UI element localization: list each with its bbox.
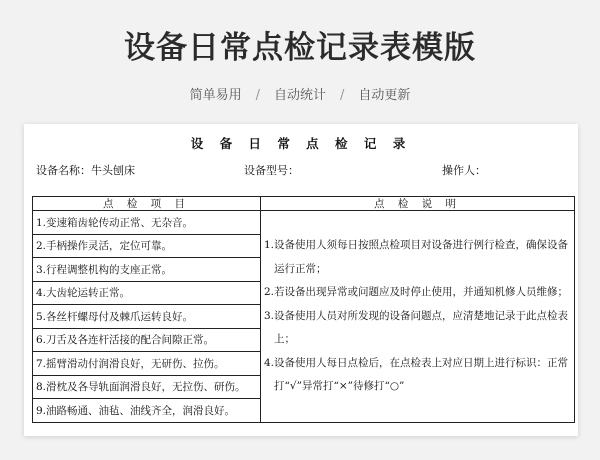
inspection-item: 5.各丝杆螺母付及棘爪运转良好。	[33, 305, 261, 329]
inspection-item: 6.刀舌及各连杆活接的配合间隙正常。	[33, 328, 261, 352]
note-number: 1.	[264, 239, 275, 251]
tag-separator: /	[255, 88, 260, 103]
feature-tags	[0, 84, 600, 103]
note-number: 2.	[264, 286, 275, 298]
note-text: 设备使用人员对所发现的设备问题点，应清楚地记录于此点检表上；	[274, 309, 569, 345]
inspection-item: 9.油路畅通、油毡、油线齐全，润滑良好。	[33, 399, 261, 423]
document-title: 设 备 日 常 点 检 记 录	[190, 136, 412, 151]
column-header-notes: 点 检 说 明	[261, 197, 575, 211]
table-header-row	[33, 197, 575, 211]
document-sheet	[24, 124, 578, 436]
note-item	[264, 352, 571, 399]
inspection-item: 7.摇臂滑动付润滑良好，无研伤、拉伤。	[33, 352, 261, 376]
note-item	[264, 305, 571, 352]
tag-easy: 简单易用	[189, 88, 242, 103]
device-name-field: 设备名称：牛头刨床	[36, 164, 135, 177]
inspection-item: 8.滑枕及各导轨面润滑良好，无拉伤、研伤。	[33, 375, 261, 399]
note-number: 3.	[264, 309, 275, 322]
note-number: 4.	[264, 356, 275, 369]
tag-auto-update: 自动更新	[358, 88, 411, 103]
inspection-item: 1.变速箱齿轮传动正常、无杂音。	[33, 211, 261, 235]
table-row	[33, 211, 575, 235]
page-title: 设备日常点检记录表模版	[124, 30, 476, 66]
note-text: 若设备出现异常或问题应及时停止使用，并通知机修人员维修；	[274, 286, 569, 298]
tag-separator: /	[340, 88, 345, 103]
note-item	[264, 281, 571, 305]
inspection-item: 4.大齿轮运转正常。	[33, 281, 261, 305]
operator-field: 操作人：	[442, 164, 486, 177]
inspection-table	[32, 196, 575, 423]
note-item	[264, 234, 571, 281]
tag-auto-stats: 自动统计	[273, 88, 326, 103]
note-text: 设备使用人每日点检后，在点检表上对应日期上进行标识：正常打“√”异常打“×”待修打“○”	[274, 356, 569, 392]
inspection-item: 2.手柄操作灵活，定位可靠。	[33, 234, 261, 258]
notes-cell	[261, 211, 575, 423]
device-model-field: 设备型号：	[244, 164, 299, 177]
inspection-item: 3.行程调整机构的支座正常。	[33, 258, 261, 282]
column-header-items: 点 检 项 目	[33, 197, 261, 211]
note-text: 设备使用人须每日按照点检项目对设备进行例行检查，确保设备运行正常；	[274, 239, 569, 275]
